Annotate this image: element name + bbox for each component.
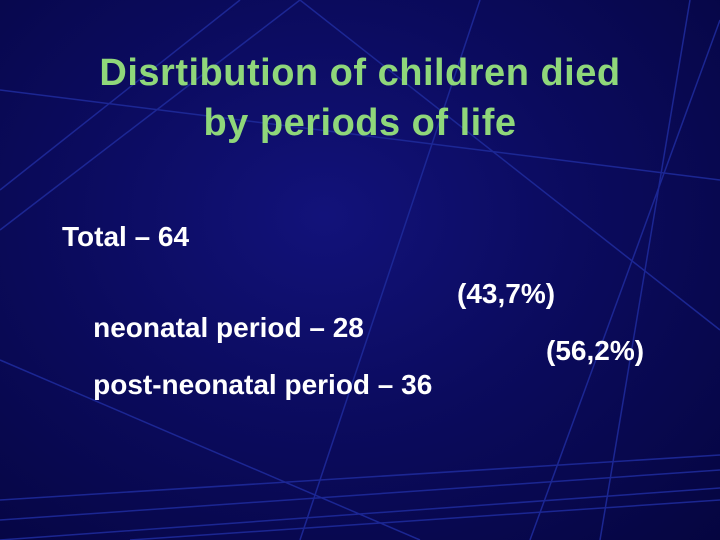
slide-title — [20, 48, 700, 148]
title-line-2: by periods of life — [203, 102, 517, 144]
neonatal-percentage: (43,7%) — [457, 278, 556, 309]
postneonatal-percentage: (56,2%) — [546, 335, 645, 366]
title-line-1: Disrtibution of children died — [99, 52, 621, 94]
postneonatal-label: post-neonatal period – 36 — [93, 369, 433, 400]
neonatal-label: neonatal period – 28 — [93, 312, 364, 343]
total-line: Total – 64 — [62, 221, 190, 252]
postneonatal-line — [62, 334, 645, 470]
